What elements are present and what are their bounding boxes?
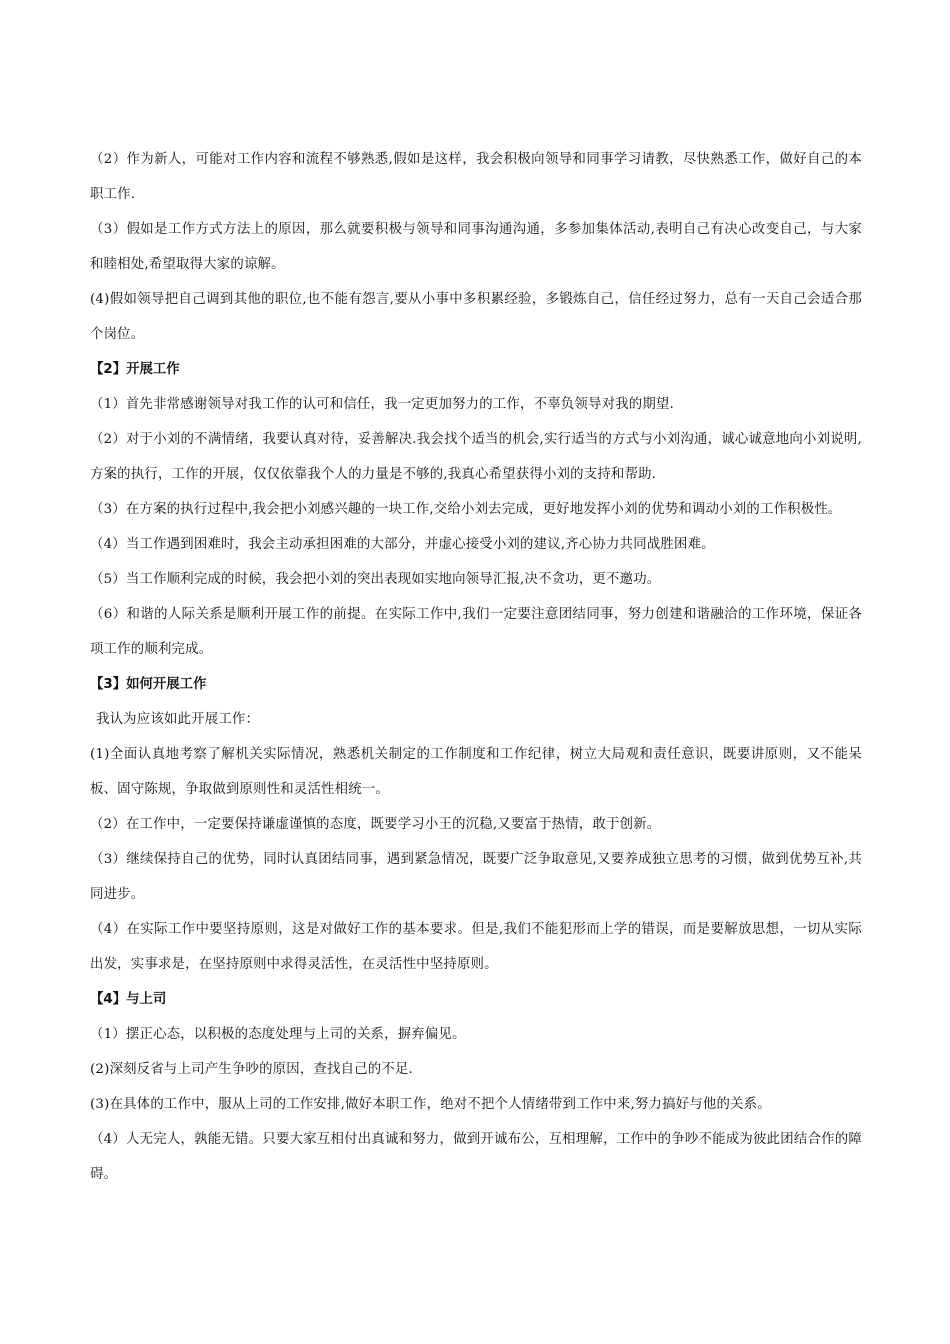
paragraph: (3)在具体的工作中，服从上司的工作安排,做好本职工作，绝对不把个人情绪带到工作中来,努力搞好与他的关系。 [90, 1097, 771, 1112]
paragraph: （5）当工作顺利完成的时候，我会把小刘的突出表现如实地向领导汇报,决不贪功，更不邀功。 [90, 572, 661, 587]
paragraph: （4）当工作遇到困难时，我会主动承担困难的大部分，并虚心接受小刘的建议,齐心协力共同战胜困难。 [90, 537, 715, 552]
paragraph: （4）人无完人，孰能无错。只要大家互相付出真诚和努力，做到开诚布公，互相理解，工作中的争吵不能成为彼此团结合作的障碍。 [90, 1132, 862, 1182]
paragraph: （4）在实际工作中要坚持原则，这是对做好工作的基本要求。但是,我们不能犯形而上学的错误，而是要解放思想，一切从实际出发，实事求是，在坚持原则中求得灵活性，在灵活性中坚持原则。 [90, 922, 862, 972]
paragraph: （6）和谐的人际关系是顺利开展工作的前提。在实际工作中,我们一定要注意团结同事，努力创建和谐融洽的工作环境，保证各项工作的顺利完成。 [90, 607, 862, 657]
section-intro: 我认为应该如此开展工作： [96, 712, 260, 727]
paragraph: (1)全面认真地考察了解机关实际情况，熟悉机关制定的工作制度和工作纪律，树立大局观和责任意识，既要讲原则，又不能呆板、固守陈规，争取做到原则性和灵活性相统一。 [90, 747, 862, 797]
paragraph: （3）假如是工作方式方法上的原因，那么就要积极与领导和同事沟通沟通，多参加集体活动,表明自己有决心改变自己，与大家和睦相处,希望取得大家的谅解。 [90, 222, 862, 272]
paragraph: （2）在工作中，一定要保持谦虚谨慎的态度，既要学习小王的沉稳,又要富于热情，敢于创新。 [90, 817, 661, 832]
section-heading: 【3】如何开展工作 [90, 677, 207, 692]
paragraph: （3）在方案的执行过程中,我会把小刘感兴趣的一块工作,交给小刘去完成，更好地发挥小刘的优势和调动小刘的工作积极性。 [90, 502, 842, 517]
paragraph: (2)深刻反省与上司产生争吵的原因，查找自己的不足. [90, 1062, 414, 1077]
paragraph: （2）作为新人，可能对工作内容和流程不够熟悉,假如是这样，我会积极向领导和同事学习请教，尽快熟悉工作，做好自己的本职工作. [90, 152, 862, 202]
section-heading: 【2】开展工作 [90, 362, 180, 377]
paragraph: （2）对于小刘的不满情绪，我要认真对待，妥善解决.我会找个适当的机会,实行适当的方式与小刘沟通，诚心诚意地向小刘说明,方案的执行，工作的开展，仅仅依靠我个人的力量是不够的,我真心希望获得小刘的支持和帮助. [90, 432, 862, 482]
paragraph: （1）摆正心态，以积极的态度处理与上司的关系，摒弃偏见。 [90, 1027, 466, 1042]
paragraph: （1）首先非常感谢领导对我工作的认可和信任，我一定更加努力的工作，不辜负领导对我的期望. [90, 397, 674, 412]
paragraph: （3）继续保持自己的优势，同时认真团结同事，遇到紧急情况，既要广泛争取意见,又要养成独立思考的习惯，做到优势互补,共同进步。 [90, 852, 862, 902]
section-heading: 【4】与上司 [90, 992, 167, 1007]
paragraph: (4)假如领导把自己调到其他的职位,也不能有怨言,要从小事中多积累经验，多锻炼自己，信任经过努力，总有一天自己会适合那个岗位。 [90, 292, 862, 342]
document-body [90, 142, 862, 1192]
